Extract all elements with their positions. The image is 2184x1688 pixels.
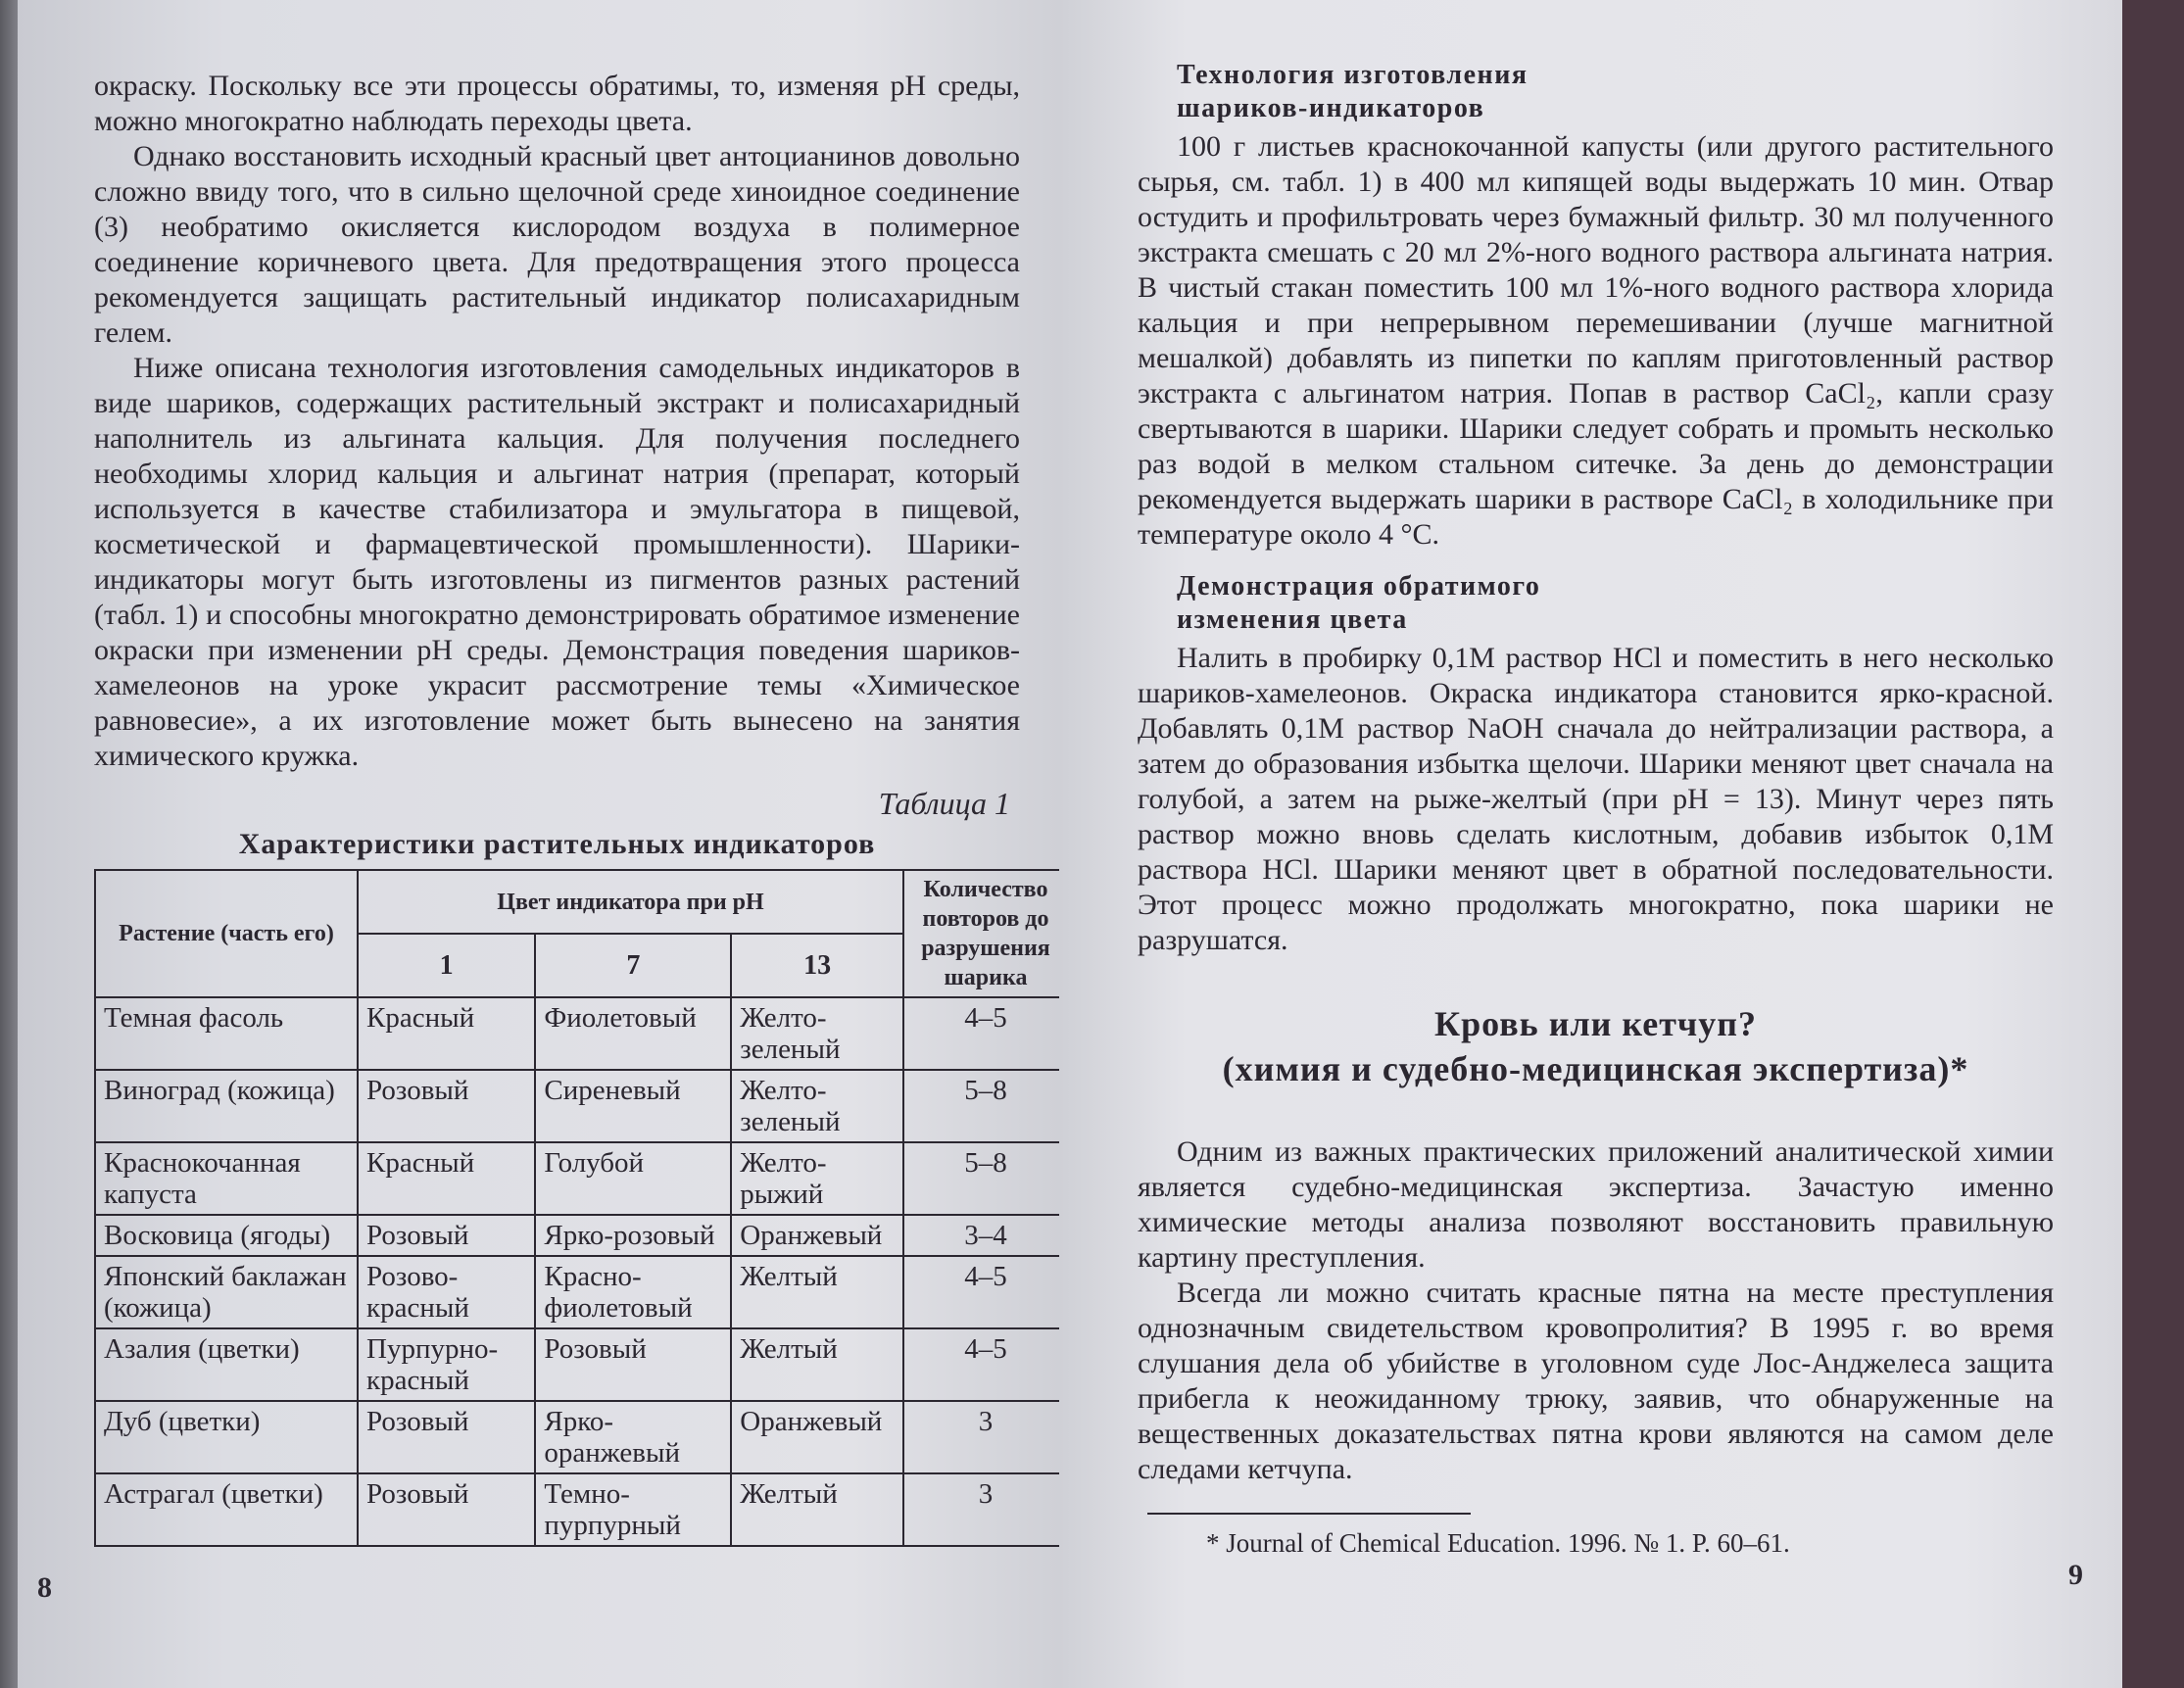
cell-ph13: Желтый — [731, 1473, 903, 1546]
cell-ph1: Розовый — [358, 1473, 535, 1546]
chapter-title-line-2: (химия и судебно-медицинская экспертиза)* — [1222, 1049, 1969, 1088]
cell-ph1: Розовый — [358, 1401, 535, 1473]
section-title-demonstration — [1177, 570, 2054, 637]
cell-ph7: Голубой — [535, 1142, 731, 1215]
cell-ph7: Сиреневый — [535, 1070, 731, 1142]
cell-ph13: Оранжевый — [731, 1215, 903, 1256]
cell-repeats: 4–5 — [903, 1256, 1068, 1328]
cell-plant: Восковица (ягоды) — [95, 1215, 358, 1256]
footnote-rule — [1147, 1513, 1471, 1515]
header-ph7: 7 — [535, 934, 731, 997]
cell-ph1: Красный — [358, 997, 535, 1070]
header-color: Цвет индикатора при рН — [358, 870, 903, 934]
right-page — [1059, 0, 2122, 1688]
section-demonstration-text: Налить в пробирку 0,1М раствор HCl и поместить в него несколько шариков-хамелеонов. Окраска индикатора становится ярко-красной. Добавлять 0,1М раствор NaOH сначала до нейтрализации раствора, а затем до образования избытка щелочи. Шарики меняют цвет сначала на голубой, а затем на рыже-желтый (при рН = 13). Минут через пять раствор можно вновь сделать кислотным, добавив избыток 0,1М раствора HCl. Шарики меняют цвет в обратной последовательности. Этот процесс можно продолжать многократно, пока шарики не разрушатся. — [1138, 642, 2054, 956]
cell-ph1: Красный — [358, 1142, 535, 1215]
cell-repeats: 4–5 — [903, 1328, 1068, 1401]
table-row — [95, 1070, 1068, 1142]
spacer — [1138, 1091, 2054, 1134]
header-ph1: 1 — [358, 934, 535, 997]
cell-plant: Краснокочанная капуста — [95, 1142, 358, 1215]
section-title-line-1: Демонстрация обратимого — [1177, 571, 1541, 602]
section-title-line-2: шариков-индикаторов — [1177, 93, 1485, 123]
cell-ph1: Розово-красный — [358, 1256, 535, 1328]
cell-ph1: Розовый — [358, 1070, 535, 1142]
left-paragraph-3: Ниже описана технология изготовления самодельных индикаторов в виде шариков, содержащих растительный экстракт и полисахаридный наполнитель из альгината кальция. Для получения последнего необходимы хлорид кальция и альгинат натрия (препарат, который используется в качестве стабилизатора и эмульгатора в пищевой, косметической и фармацевтической промышленности). Шарики-индикаторы могут быть изготовлены из пигментов разных растений (табл. 1) и способны многократно демонстрировать обратимое изменение окраски при изменении рН среды. Демонстрация поведения шариков-хамелеонов на уроке украсит рассмотрение темы «Химическое равновесие», а их изготовление может быть вынесено на занятия химического кружка. — [94, 352, 1020, 772]
cell-repeats: 3 — [903, 1473, 1068, 1546]
table-row — [95, 1328, 1068, 1401]
cell-ph13: Желтый — [731, 1328, 903, 1401]
cell-ph7: Фиолетовый — [535, 997, 731, 1070]
section-title-line-2: изменения цвета — [1177, 604, 1408, 635]
page-number-left: 8 — [37, 1571, 52, 1604]
footnote: * Journal of Chemical Education. 1996. № 1. P. 60–61. — [1206, 1528, 1790, 1558]
cell-ph7: Темно-пурпурный — [535, 1473, 731, 1546]
spacer — [1138, 958, 2054, 1001]
chapter-paragraph-2: Всегда ли можно считать красные пятна на месте преступления однозначным свидетельством кровопролития? В 1995 г. во время слушания дела об убийстве в уголовном суде Лос-Анджелеса защита прибегла к неожиданному трюку, заявив, что обнаруженные на вещественных доказательствах пятна крови являются на самом деле следами кетчупа. — [1138, 1277, 2054, 1485]
cell-plant: Виноград (кожица) — [95, 1070, 358, 1142]
table-row — [95, 1256, 1068, 1328]
background-edge — [2122, 0, 2184, 1688]
cell-repeats: 5–8 — [903, 1142, 1068, 1215]
cell-repeats: 3–4 — [903, 1215, 1068, 1256]
cell-ph1: Пурпурно-красный — [358, 1328, 535, 1401]
page-number-right: 9 — [2068, 1559, 2083, 1591]
cell-ph13: Желто-рыжий — [731, 1142, 903, 1215]
spacer — [1138, 553, 2054, 570]
cell-ph7: Ярко-оранжевый — [535, 1401, 731, 1473]
cell-plant: Дуб (цветки) — [95, 1401, 358, 1473]
left-page — [18, 0, 1059, 1688]
cell-ph1: Розовый — [358, 1215, 535, 1256]
header-ph13: 13 — [731, 934, 903, 997]
cell-repeats: 3 — [903, 1401, 1068, 1473]
cell-plant: Японский баклажан (кожица) — [95, 1256, 358, 1328]
cell-repeats: 4–5 — [903, 997, 1068, 1070]
cell-ph13: Оранжевый — [731, 1401, 903, 1473]
table-title: Характеристики растительных индикаторов — [238, 828, 876, 860]
chapter-title — [1138, 1001, 2054, 1091]
header-repeats: Количество повторов до разрушения шарика — [903, 870, 1068, 997]
table-row — [95, 1473, 1068, 1546]
cell-ph13: Желто-зеленый — [731, 1070, 903, 1142]
left-paragraph-1: окраску. Поскольку все эти процессы обратимы, то, изменяя рН среды, можно многократно наблюдать переходы цвета. — [94, 70, 1020, 137]
cell-ph13: Желтый — [731, 1256, 903, 1328]
left-paragraph-2: Однако восстановить исходный красный цвет антоцианинов довольно сложно ввиду того, что в сильно щелочной среде хиноидное соединение (3) необратимо окисляется кислородом воздуха в полимерное соединение коричневого цвета. Для предотвращения этого процесса рекомендуется защищать растительный индикатор полисахаридным гелем. — [94, 140, 1020, 349]
table-caption: Таблица 1 — [878, 786, 1010, 821]
table-header-row — [95, 870, 1068, 934]
cell-ph7: Розовый — [535, 1328, 731, 1401]
cell-plant: Астрагал (цветки) — [95, 1473, 358, 1546]
table-row — [95, 997, 1068, 1070]
section-title-line-1: Технология изготовления — [1177, 60, 1529, 90]
header-plant: Растение (часть его) — [95, 870, 358, 997]
cell-plant: Темная фасоль — [95, 997, 358, 1070]
indicator-table — [94, 869, 1069, 1547]
cell-ph13: Желто-зеленый — [731, 997, 903, 1070]
cell-repeats: 5–8 — [903, 1070, 1068, 1142]
chapter-title-line-1: Кровь или кетчуп? — [1434, 1004, 1757, 1043]
section-title-technology — [1177, 59, 2054, 125]
chapter-paragraph-1: Одним из важных практических приложений аналитической химии является судебно-медицинская экспертиза. Зачастую именно химические методы анализа позволяют восстановить правильную картину преступления. — [1138, 1135, 2054, 1274]
table-row — [95, 1142, 1068, 1215]
section-technology-text: 100 г листьев краснокочанной капусты (или другого растительного сырья, см. табл. 1) в 400 мл кипящей воды выдержать 10 мин. Отвар остудить и профильтровать через бумажный фильтр. 30 мл полученного экстракта смешать с 20 мл 2%-ного водного раствора альгината натрия. В чистый стакан поместить 100 мл 1%-ного водного раствора хлорида кальция и при непрерывном перемешивании (лучше магнитной мешалкой) добавлять из пипетки по каплям приготовленный раствор экстракта с альгинатом натрия. Попав в раствор CaCl₂, капли сразу свертываются в шарики. Шарики следует собрать и промыть несколько раз водой в мелком стальном ситечке. За день до демонстрации рекомендуется выдержать шарики в растворе CaCl₂ в холодильнике при температуре около 4 °С. — [1138, 130, 2054, 551]
table-row — [95, 1401, 1068, 1473]
table-row — [95, 1215, 1068, 1256]
cell-ph7: Красно-фиолетовый — [535, 1256, 731, 1328]
cell-ph7: Ярко-розовый — [535, 1215, 731, 1256]
cell-plant: Азалия (цветки) — [95, 1328, 358, 1401]
